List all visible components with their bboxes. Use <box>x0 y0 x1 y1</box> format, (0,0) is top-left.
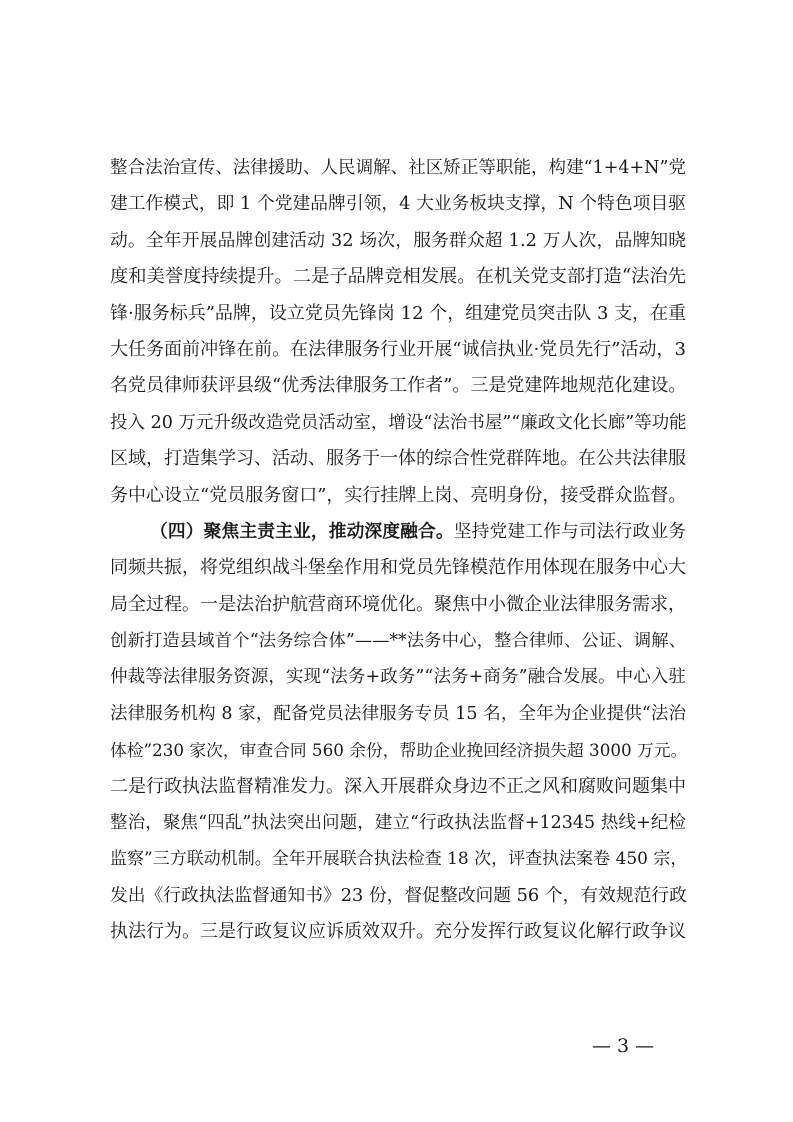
section-heading: （四）聚焦主责主业，推动深度融合。 <box>150 520 454 542</box>
text-line: 投入 20 万元升级改造党员活动室，增设“法治书屋”“廉政文化长廊”等功能 <box>110 412 687 433</box>
text-line: 整合法治宣传、法律援助、人民调解、社区矫正等职能，构建“1+4+N”党 <box>110 158 686 178</box>
text-line: 二是行政执法监督精准发力。深入开展群众身边不正之风和腐败问题集中 <box>110 775 686 797</box>
text-line: 局全过程。一是法治护航营商环境优化。聚焦中小微企业法律服务需求， <box>110 593 686 615</box>
text-line: 仲裁等法律服务资源，实现“法务+政务”“法务+商务”融合发展。中心入驻 <box>110 667 686 688</box>
section-heading-line <box>110 514 686 550</box>
text-line: 度和美誉度持续提升。二是子品牌竞相发展。在机关党支部打造“法治先 <box>110 266 686 288</box>
heading-line-rest: 坚持党建工作与司法行政业务 <box>453 521 686 542</box>
text-line: 整治，聚焦“四乱”执法突出问题，建立“行政执法监督+12345 热线+纪检 <box>110 813 686 834</box>
text-line: 区域，打造集学习、活动、服务于一体的综合性党群阵地。在公共法律服 <box>110 448 686 470</box>
text-line: 创新打造县域首个“法务综合体”——**法务中心，整合律师、公证、调解、 <box>110 631 686 652</box>
text-line: 务中心设立“党员服务窗口”，实行挂牌上岗、亮明身份，接受群众监督。 <box>110 484 687 506</box>
text-line: 建工作模式，即 1 个党建品牌引领，4 大业务板块支撑，N 个特色项目驱 <box>110 194 686 215</box>
body-text <box>110 150 686 951</box>
text-line: 监察”三方联动机制。全年开展联合执法检查 18 次，评查执法案卷 450 宗， <box>110 849 688 870</box>
text-line: 执法行为。三是行政复议应诉质效双升。充分发挥行政复议化解行政争议 <box>110 921 686 943</box>
text-line: 锋·服务标兵”品牌，设立党员先锋岗 12 个，组建党员突击队 3 支，在重 <box>110 302 687 324</box>
text-line: 动。全年开展品牌创建活动 32 场次，服务群众超 1.2 万人次，品牌知晓 <box>110 230 686 251</box>
text-line: 大任务面前冲锋在前。在法律服务行业开展“诚信执业·党员先行”活动，3 <box>110 338 686 360</box>
text-line: 发出《行政执法监督通知书》23 份，督促整改问题 56 个，有效规范行政 <box>110 885 687 906</box>
page-number: — 3 — <box>592 1035 655 1057</box>
text-line: 名党员律师获评县级“优秀法律服务工作者”。三是党建阵地规范化建设。 <box>110 375 687 397</box>
text-line: 体检”230 家次，审查合同 560 余份，帮助企业挽回经济损失超 3000 万元。 <box>110 740 688 761</box>
text-line: 法律服务机构 8 家，配备党员法律服务专员 15 名，全年为企业提供“法治 <box>110 703 686 724</box>
text-line: 同频共振，将党组织战斗堡垒作用和党员先锋模范作用体现在服务中心大 <box>110 557 686 579</box>
